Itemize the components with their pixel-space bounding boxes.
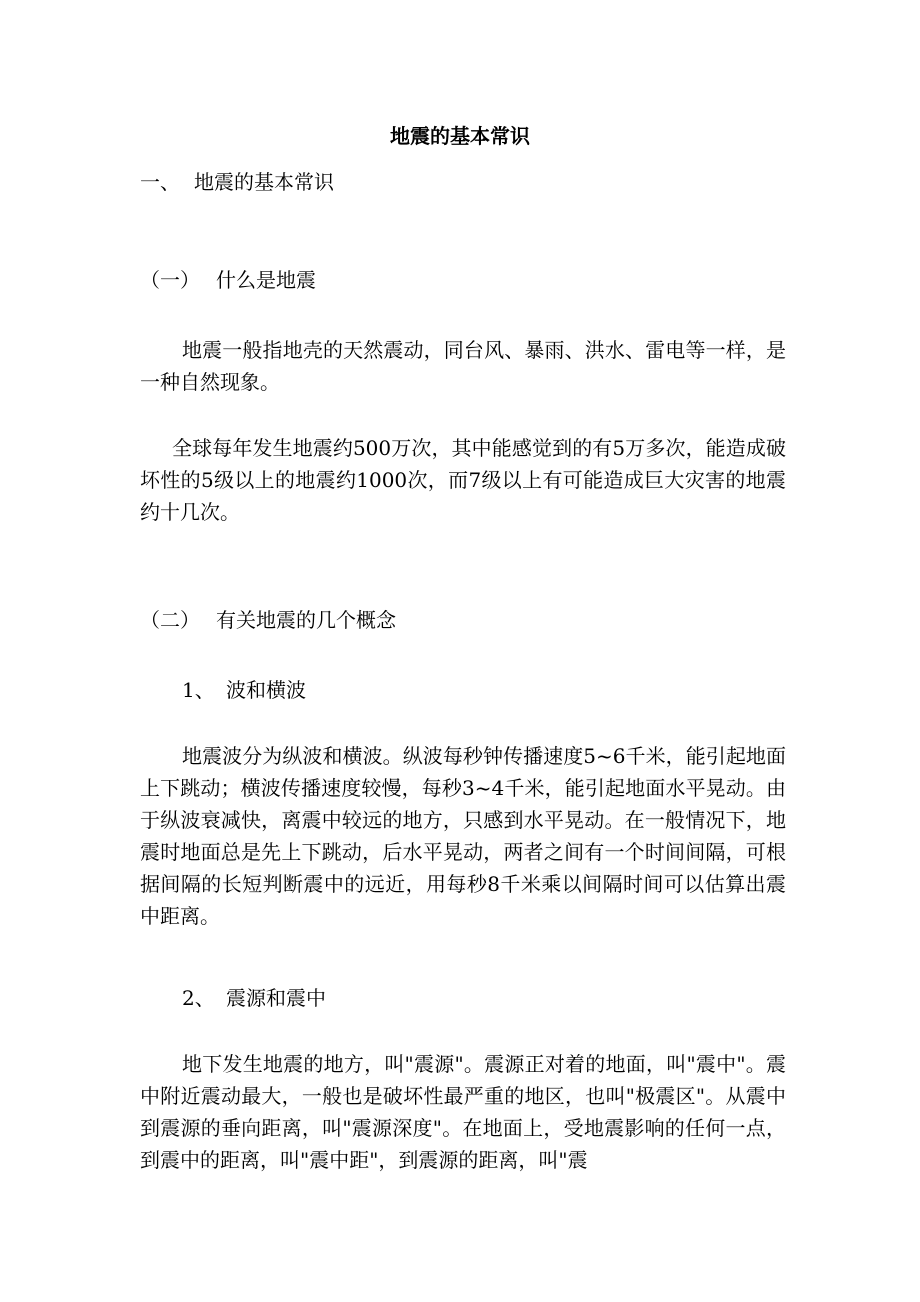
paragraph-seismic-waves: 地震波分为纵波和横波。纵波每秒钟传播速度5~6千米，能引起地面上下跳动；横波传播速度较慢，每秒3~4千米，能引起地面水平晃动。由于纵波衰减快，离震中较远的地方，只感到水平晃动。在一般情况下，地震时地面总是先上下跳动，后水平晃动，两者之间有一个时间间隔，可根据间隔的长短判断震中的远近，用每秒8千米乘以间隔时间可以估算出震中距离。 — [140, 744, 786, 928]
section-number: 一、 — [140, 170, 180, 194]
subsection-heading-1 — [140, 264, 316, 296]
subsection-text: 有关地震的几个概念 — [216, 608, 396, 632]
item-text: 震源和震中 — [226, 986, 326, 1010]
section-heading-1 — [140, 166, 334, 198]
paragraph-focus-epicenter: 地下发生地震的地方，叫"震源"。震源正对着的地面，叫"震中"。震中附近震动最大，一般也是破坏性最严重的地区，也叫"极震区"。从震中到震源的垂向距离，叫"震源深度"。在地面上，受地震影响的任何一点，到震中的距离，叫"震中距"，到震源的距离，叫"震 — [140, 1052, 786, 1172]
item-number: 2、 — [182, 986, 215, 1010]
paragraph-statistics: 全球每年发生地震约500万次，其中能感觉到的有5万多次，能造成破坏性的5级以上的地震约1000次，而7级以上有可能造成巨大灾害的地震约十几次。 — [140, 436, 786, 524]
item-heading-1 — [182, 674, 306, 706]
subsection-heading-2 — [140, 604, 396, 636]
item-number: 1、 — [182, 678, 215, 702]
section-text: 地震的基本常识 — [194, 170, 334, 194]
item-heading-2 — [182, 982, 326, 1014]
paragraph-definition: 地震一般指地壳的天然震动，同台风、暴雨、洪水、雷电等一样，是一种自然现象。 — [140, 338, 786, 394]
document-title: 地震的基本常识 — [390, 124, 530, 148]
item-text: 波和横波 — [226, 678, 306, 702]
subsection-text: 什么是地震 — [216, 268, 316, 292]
subsection-number: （二） — [140, 608, 200, 632]
subsection-number: （一） — [140, 268, 200, 292]
